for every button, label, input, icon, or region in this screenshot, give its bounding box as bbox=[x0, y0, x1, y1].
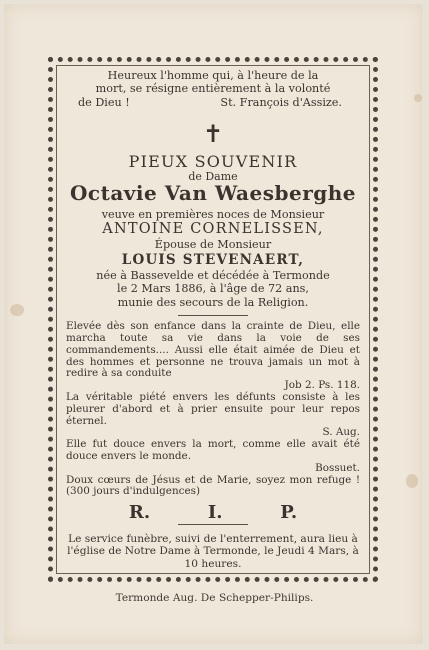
verse-line: mort, se résigne entièrement à la volonté bbox=[95, 82, 331, 96]
rip-letter: P. bbox=[280, 502, 298, 524]
first-husband-name: ANTOINE CORNELISSEN, bbox=[102, 220, 324, 237]
funeral-service-notice: Le service funèbre, suivi de l'enterrement, aura lieu à l'église de Notre Dame à Termonde, le Jeudi 4 Mars, à 10 heures. bbox=[67, 532, 359, 570]
paragraph: Elevée dès son enfance dans la crainte de Dieu, elle marcha toute sa vie dans la voie de ses commandements.... Aussi elle était aimée de Dieu et des hommes et personne ne trouva jamais un mot à redire à sa conduite bbox=[66, 320, 360, 380]
second-husband-name: LOUIS STEVENAERT, bbox=[121, 251, 305, 268]
citation: Bossuet. bbox=[315, 461, 360, 474]
divider bbox=[178, 315, 248, 316]
rip-letter: I. bbox=[207, 502, 223, 524]
rip-letter: R. bbox=[128, 502, 151, 524]
citation: Job 2. Ps. 118. bbox=[284, 379, 360, 392]
citation: S. Aug. bbox=[322, 426, 360, 439]
rip-letters bbox=[100, 502, 326, 524]
verse bbox=[66, 69, 360, 109]
printer-imprint: Termonde Aug. De Schepper-Philips. bbox=[115, 592, 314, 604]
death-date-line: le 2 Mars 1886, à l'âge de 72 ans, bbox=[117, 282, 309, 296]
verse-line: de Dieu ! bbox=[78, 95, 130, 109]
title-sub: de Dame bbox=[188, 169, 238, 183]
foxing-spot bbox=[406, 474, 418, 488]
foxing-spot bbox=[414, 94, 422, 102]
card-content bbox=[66, 69, 360, 570]
card-title: PIEUX SOUVENIR bbox=[128, 152, 298, 172]
paragraph: Doux cœurs de Jésus et de Marie, soyez mon refuge ! (300 jours d'indulgences) bbox=[66, 473, 360, 498]
paragraph: La véritable piété envers les défunts consiste à les pleurer d'abord et à prier ensuite pour leur repos éternel. bbox=[66, 391, 360, 427]
cross-icon: ✝ bbox=[202, 120, 224, 149]
paragraph: Elle fut douce envers la mort, comme elle avait été douce envers le monde. bbox=[66, 438, 360, 463]
verse-attribution: St. François d'Assize. bbox=[220, 95, 342, 109]
birth-death-line: née à Bassevelde et décédée à Termonde bbox=[96, 269, 330, 283]
biography-text bbox=[66, 321, 360, 498]
spouse-line: Épouse de Monsieur bbox=[154, 238, 272, 252]
verse-line: Heureux l'homme qui, à l'heure de la bbox=[107, 69, 319, 82]
divider bbox=[178, 524, 248, 525]
sacraments-line: munie des secours de la Religion. bbox=[117, 295, 309, 309]
widow-line: veuve en premières noces de Monsieur bbox=[101, 208, 325, 222]
deceased-name: Octavie Van Waesberghe bbox=[69, 181, 356, 206]
foxing-spot bbox=[10, 304, 24, 316]
